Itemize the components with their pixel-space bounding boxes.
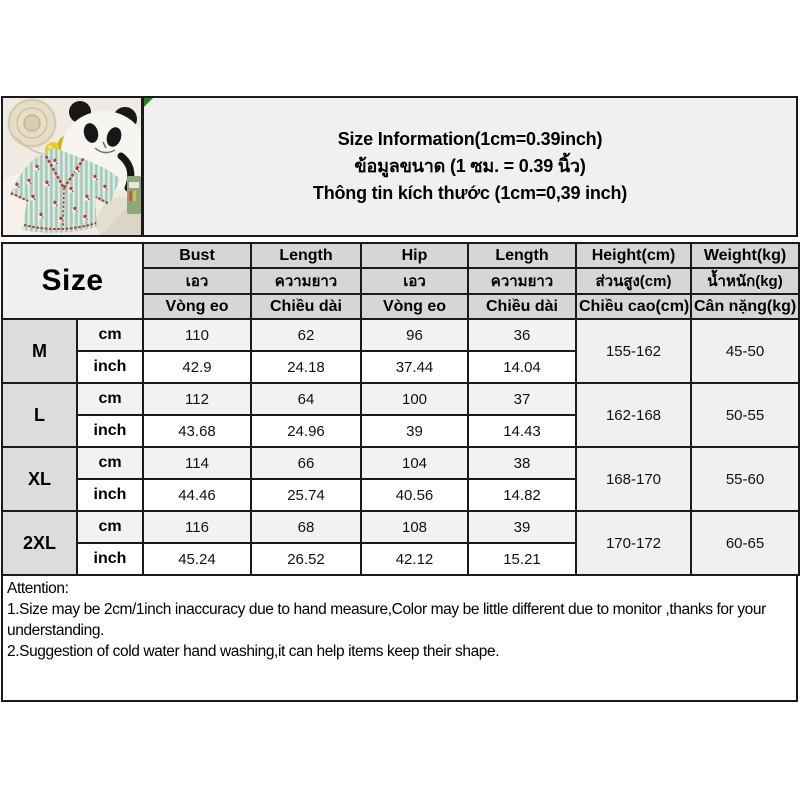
value-2xl-length-cm: 68 xyxy=(251,511,361,543)
value-m-length2-cm: 36 xyxy=(468,319,576,351)
col-header-length-en: Length xyxy=(251,243,361,268)
value-m-weight: 45-50 xyxy=(691,319,799,383)
unit-label-inch: inch xyxy=(77,479,143,511)
value-l-bust-inch: 43.68 xyxy=(143,415,251,447)
attention-notes xyxy=(1,574,798,702)
value-xl-hip-cm: 104 xyxy=(361,447,468,479)
value-2xl-hip-inch: 42.12 xyxy=(361,543,468,575)
col-header-length-vi: Chiều dài xyxy=(251,294,361,319)
col-header-weight-en: Weight(kg) xyxy=(691,243,799,268)
size-chart-sheet xyxy=(1,96,798,702)
value-2xl-weight: 60-65 xyxy=(691,511,799,575)
header-row xyxy=(1,96,798,237)
value-m-hip-cm: 96 xyxy=(361,319,468,351)
size-table xyxy=(1,242,800,576)
value-m-length2-inch: 14.04 xyxy=(468,351,576,383)
value-2xl-length-inch: 26.52 xyxy=(251,543,361,575)
attention-note-2: 2.Suggestion of cold water hand washing,it can help items keep their shape. xyxy=(7,643,500,660)
unit-label-cm: cm xyxy=(77,447,143,479)
row-size-m: M xyxy=(2,319,77,383)
value-2xl-bust-cm: 116 xyxy=(143,511,251,543)
value-l-length2-cm: 37 xyxy=(468,383,576,415)
value-xl-length2-inch: 14.82 xyxy=(468,479,576,511)
unit-label-inch: inch xyxy=(77,415,143,447)
col-header-hip-th: เอว xyxy=(361,268,468,294)
col-header-length-th: ความยาว xyxy=(251,268,361,294)
col-header-length2-th: ความยาว xyxy=(468,268,576,294)
value-xl-bust-cm: 114 xyxy=(143,447,251,479)
value-2xl-hip-cm: 108 xyxy=(361,511,468,543)
value-xl-weight: 55-60 xyxy=(691,447,799,511)
col-header-hip-vi: Vòng eo xyxy=(361,294,468,319)
col-header-height-vi: Chiều cao(cm) xyxy=(576,294,691,319)
value-xl-hip-inch: 40.56 xyxy=(361,479,468,511)
unit-label-cm: cm xyxy=(77,511,143,543)
value-m-length-cm: 62 xyxy=(251,319,361,351)
value-l-bust-cm: 112 xyxy=(143,383,251,415)
title-thai: ข้อมูลขนาด (1 ซม. = 0.39 นิ้ว) xyxy=(354,156,586,176)
title-vietnamese: Thông tin kích thước (1cm=0,39 inch) xyxy=(312,183,628,203)
value-l-hip-inch: 39 xyxy=(361,415,468,447)
value-xl-bust-inch: 44.46 xyxy=(143,479,251,511)
value-xl-length-cm: 66 xyxy=(251,447,361,479)
unit-label-cm: cm xyxy=(77,319,143,351)
row-size-2xl: 2XL xyxy=(2,511,77,575)
value-2xl-length2-inch: 15.21 xyxy=(468,543,576,575)
value-l-length-inch: 24.96 xyxy=(251,415,361,447)
value-l-length2-inch: 14.43 xyxy=(468,415,576,447)
cell-corner-marker-icon xyxy=(144,98,153,107)
col-header-bust-vi: Vòng eo xyxy=(143,294,251,319)
value-l-length-cm: 64 xyxy=(251,383,361,415)
value-2xl-length2-cm: 39 xyxy=(468,511,576,543)
value-m-bust-cm: 110 xyxy=(143,319,251,351)
value-m-height: 155-162 xyxy=(576,319,691,383)
size-header-cell: Size xyxy=(2,243,143,319)
col-header-bust-th: เอว xyxy=(143,268,251,294)
value-xl-height: 168-170 xyxy=(576,447,691,511)
value-2xl-height: 170-172 xyxy=(576,511,691,575)
col-header-hip-en: Hip xyxy=(361,243,468,268)
title-cell xyxy=(142,96,798,237)
col-header-length2-vi: Chiều dài xyxy=(468,294,576,319)
unit-label-cm: cm xyxy=(77,383,143,415)
col-header-weight-vi: Cân nặng(kg) xyxy=(691,294,799,319)
value-m-length-inch: 24.18 xyxy=(251,351,361,383)
value-xl-length2-cm: 38 xyxy=(468,447,576,479)
title-english: Size Information(1cm=0.39inch) xyxy=(337,129,603,149)
value-2xl-bust-inch: 45.24 xyxy=(143,543,251,575)
col-header-weight-th: น้ำหนัก(kg) xyxy=(691,268,799,294)
value-l-height: 162-168 xyxy=(576,383,691,447)
value-xl-length-inch: 25.74 xyxy=(251,479,361,511)
value-m-hip-inch: 37.44 xyxy=(361,351,468,383)
attention-heading: Attention: xyxy=(7,580,69,597)
col-header-height-en: Height(cm) xyxy=(576,243,691,268)
col-header-height-th: ส่วนสูง(cm) xyxy=(576,268,691,294)
product-photo-illustration xyxy=(3,98,141,235)
value-l-weight: 50-55 xyxy=(691,383,799,447)
value-l-hip-cm: 100 xyxy=(361,383,468,415)
row-size-l: L xyxy=(2,383,77,447)
unit-label-inch: inch xyxy=(77,543,143,575)
attention-note-1: 1.Size may be 2cm/1inch inaccuracy due to hand measure,Color may be little different due to monitor ,thanks for your understanding. xyxy=(7,601,766,639)
product-photo xyxy=(1,96,143,237)
col-header-length2-en: Length xyxy=(468,243,576,268)
value-m-bust-inch: 42.9 xyxy=(143,351,251,383)
unit-label-inch: inch xyxy=(77,351,143,383)
col-header-bust-en: Bust xyxy=(143,243,251,268)
row-size-xl: XL xyxy=(2,447,77,511)
